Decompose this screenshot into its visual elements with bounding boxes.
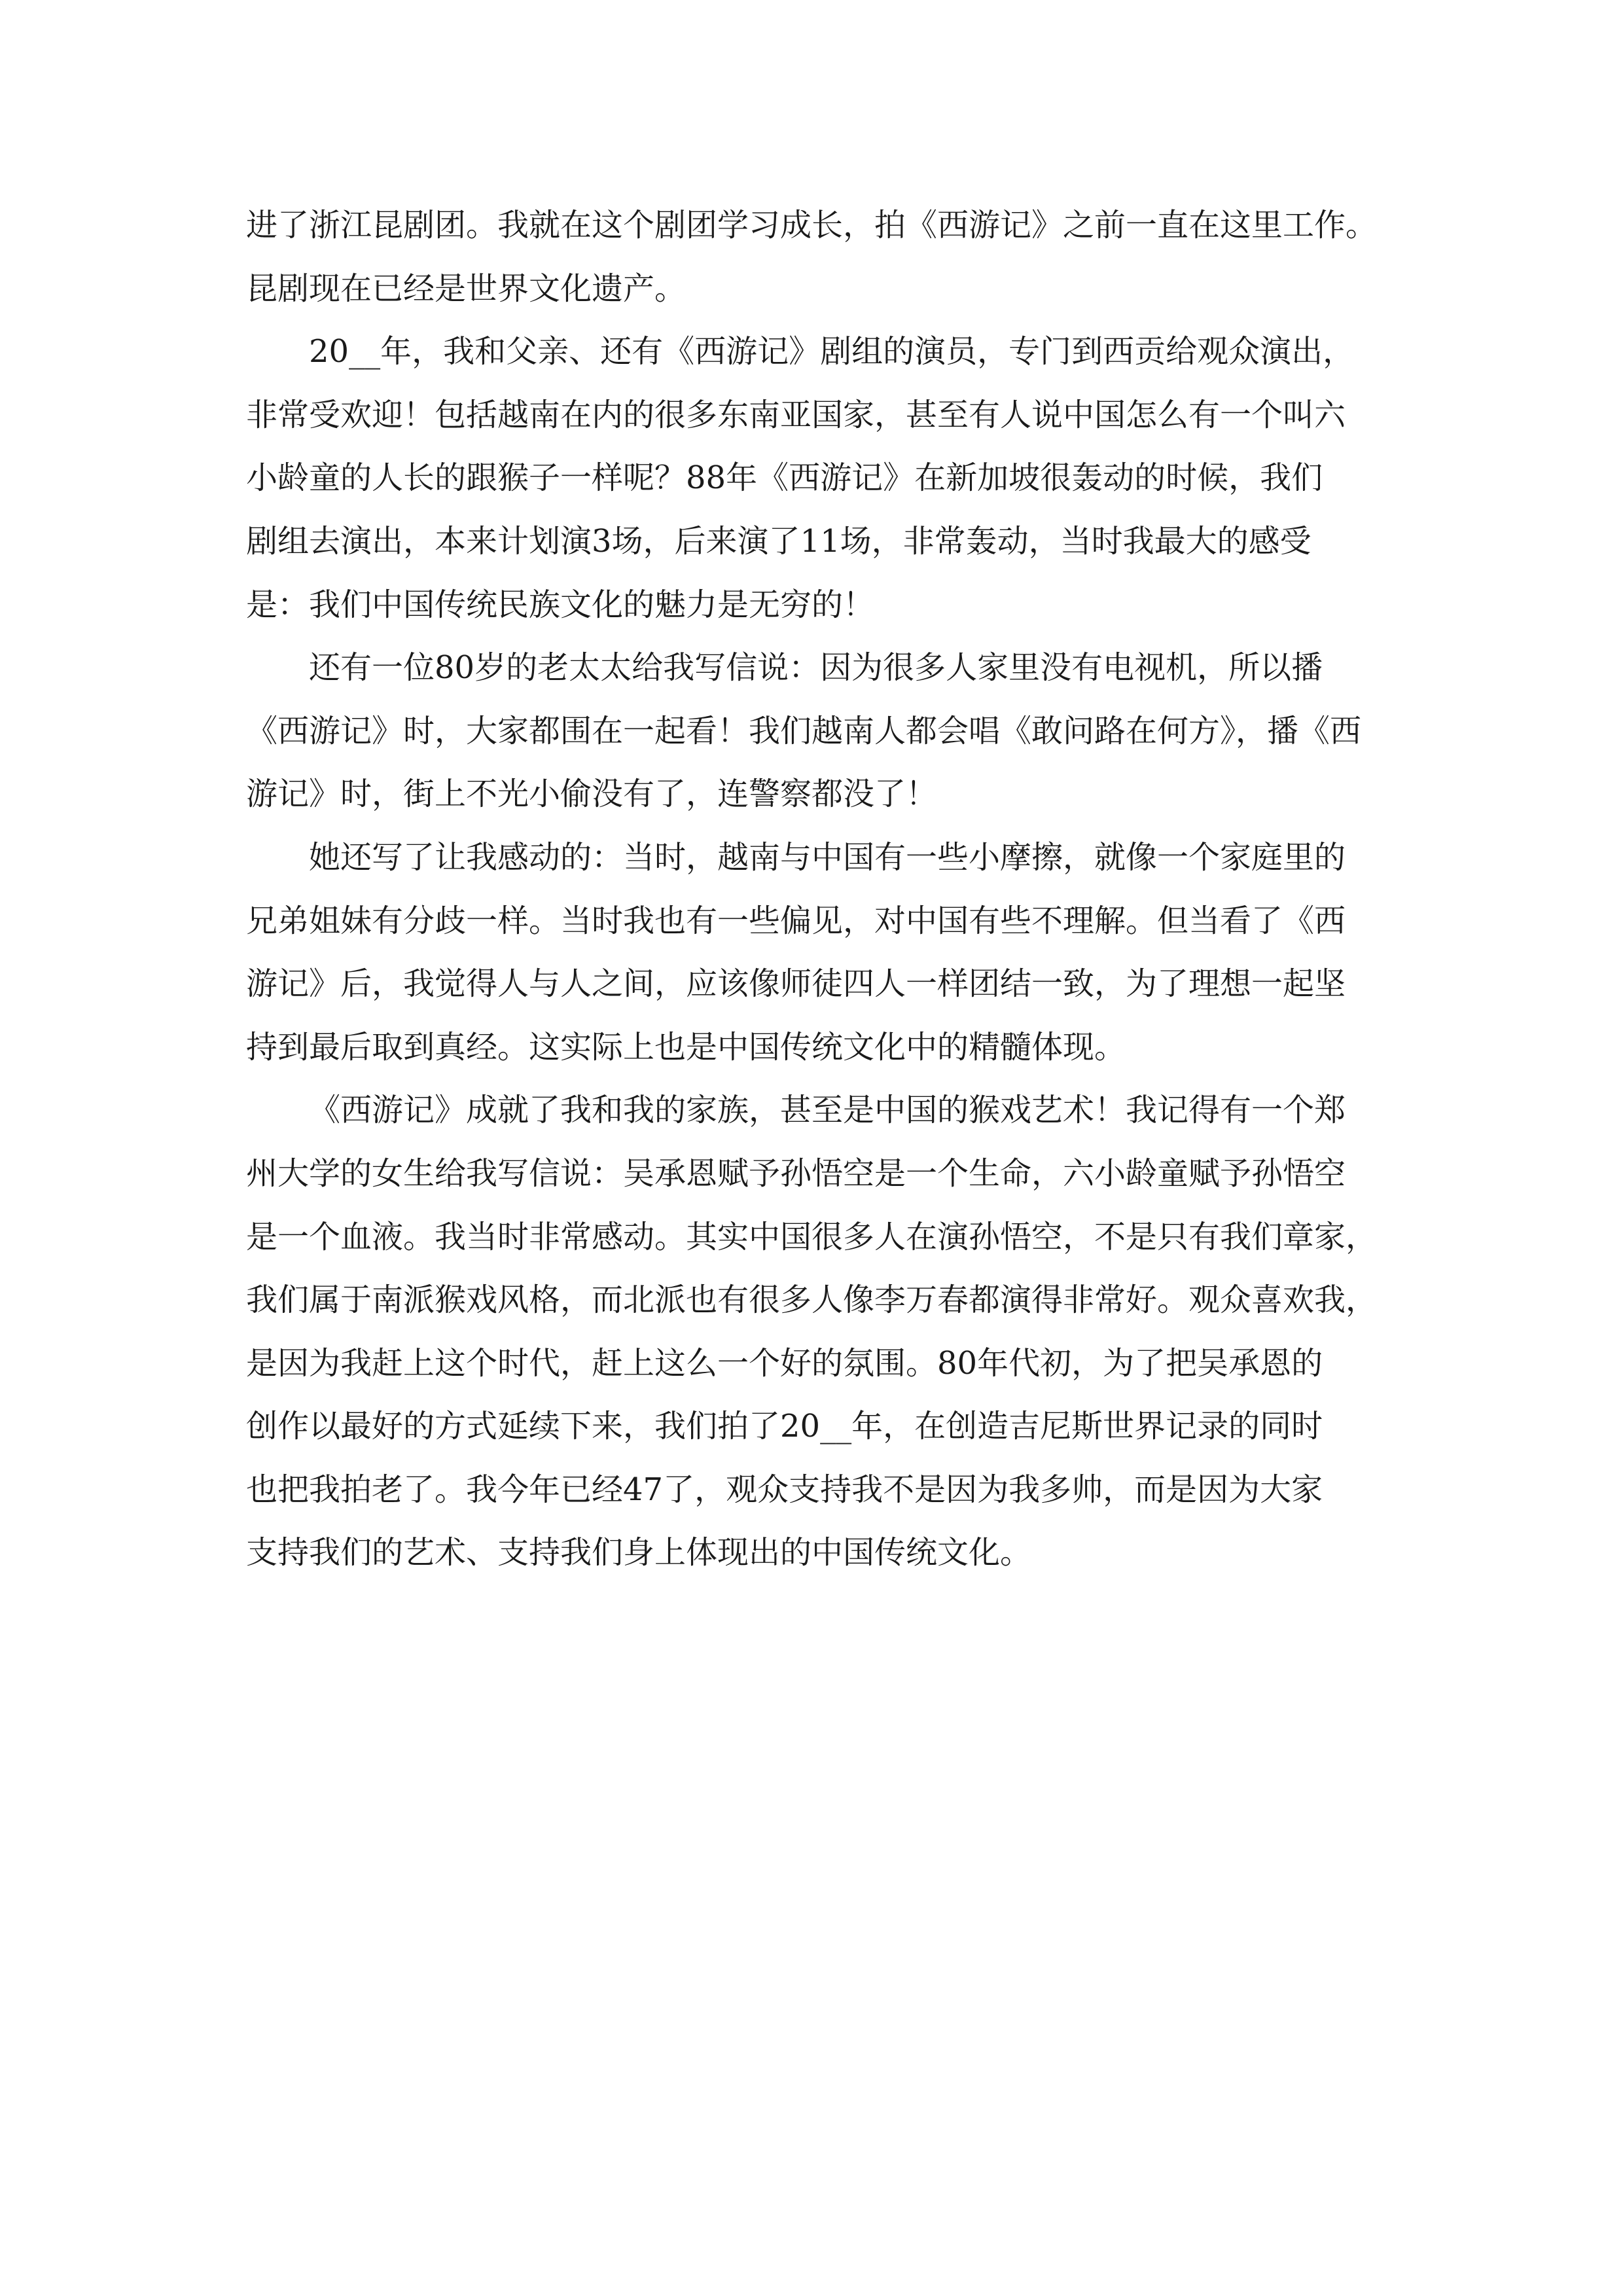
text-line: 兄弟姐妹有分歧一样。当时我也有一些偏见，对中国有些不理解。但当看了《西: [246, 902, 1346, 939]
text-line: 也把我拍老了。我今年已经47了，观众支持我不是因为我多帅，而是因为大家: [246, 1471, 1323, 1508]
text-line: 游记》后，我觉得人与人之间，应该像师徒四人一样团结一致，为了理想一起坚: [246, 965, 1346, 1003]
text-line: 州大学的女生给我写信说：吴承恩赋予孙悟空是一个生命，六小龄童赋予孙悟空: [246, 1155, 1346, 1192]
text-line: 创作以最好的方式延续下来，我们拍了20__年，在创造吉尼斯世界记录的同时: [246, 1408, 1323, 1445]
text-line: 游记》时，街上不光小偷没有了，连警察都没了！: [246, 776, 938, 813]
text-line: 持到最后取到真经。这实际上也是中国传统文化中的精髓体现。: [246, 1028, 1126, 1066]
text-line: 小龄童的人长的跟猴子一样呢？88年《西游记》在新加坡很轰动的时候，我们: [246, 459, 1323, 497]
text-line: 还有一位80岁的老太太给我写信说：因为很多人家里没有电视机，所以播: [309, 649, 1323, 687]
text-line: 昆剧现在已经是世界文化遗产。: [246, 270, 687, 307]
body-text: [246, 194, 1385, 1585]
text-line: 进了浙江昆剧团。我就在这个剧团学习成长，拍《西游记》之前一直在这里工作。: [246, 207, 1378, 243]
text-line: 《西游记》时，大家都围在一起看！我们越南人都会唱《敢问路在何方》，播《西: [246, 712, 1362, 749]
text-line: 是因为我赶上这个时代，赶上这么一个好的氛围。80年代初，为了把吴承恩的: [246, 1344, 1323, 1382]
text-line: 支持我们的艺术、支持我们身上体现出的中国传统文化。: [246, 1534, 1032, 1571]
text-line: 剧组去演出，本来计划演3场，后来演了11场，非常轰动，当时我最大的感受: [246, 522, 1311, 560]
text-line: 她还写了让我感动的：当时，越南与中国有一些小摩擦，就像一个家庭里的: [309, 838, 1346, 876]
text-line: 是一个血液。我当时非常感动。其实中国很多人在演孙悟空，不是只有我们章家，: [246, 1218, 1378, 1255]
text-line: 《西游记》成就了我和我的家族，甚至是中国的猴戏艺术！我记得有一个郑: [309, 1092, 1346, 1129]
text-line: 我们属于南派猴戏风格，而北派也有很多人像李万春都演得非常好。观众喜欢我，: [246, 1282, 1378, 1319]
text-line: 是：我们中国传统民族文化的魅力是无穷的！: [246, 586, 875, 623]
text-line: 20__年，我和父亲、还有《西游记》剧组的演员，专门到西贡给观众演出，: [309, 333, 1355, 370]
text-line: 非常受欢迎！包括越南在内的很多东南亚国家，甚至有人说中国怎么有一个叫六: [246, 396, 1346, 433]
